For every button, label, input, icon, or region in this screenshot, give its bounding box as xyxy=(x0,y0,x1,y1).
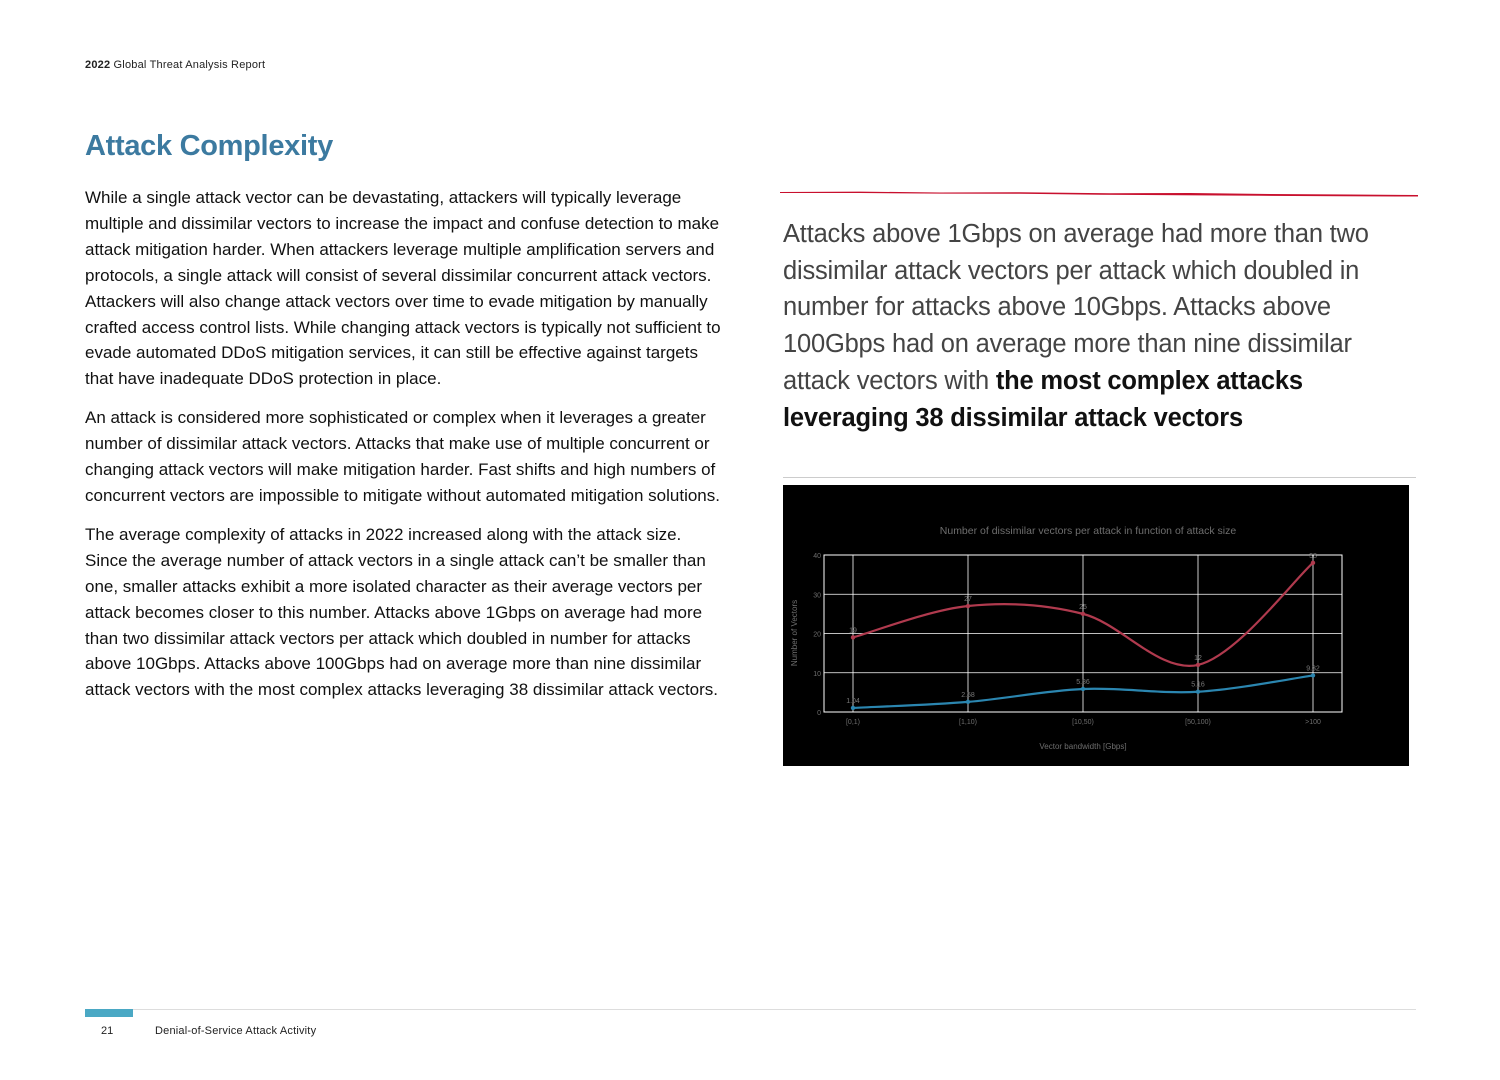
x-tick-label: [1,10) xyxy=(959,719,977,726)
y-tick-label: 30 xyxy=(813,592,821,600)
page-number: 21 xyxy=(101,1025,114,1037)
y-tick-label: 40 xyxy=(813,553,821,560)
y-axis-label: Number of Vectors xyxy=(790,599,799,667)
data-point xyxy=(1081,612,1085,616)
report-year: 2022 xyxy=(85,59,111,71)
data-point xyxy=(1081,687,1085,691)
data-point xyxy=(1311,673,1315,677)
data-label: 27 xyxy=(964,596,972,604)
data-point xyxy=(966,700,970,704)
y-tick-label: 20 xyxy=(813,631,821,639)
data-point xyxy=(851,635,855,639)
paragraph-3: The average complexity of attacks in 2022 increased along with the attack size. Since the average number of attack vectors in a single attack can’t be smaller than one, smaller attacks exhibit a more isolated character as their average vectors per attack becomes closer to this number. Attacks above 1Gbps on average had more than two dissimilar attack vectors per attack which doubled in number for attacks above 10Gbps. Attacks above 100Gbps had on average more than nine dissimilar attack vectors with the most complex attacks leveraging 38 dissimilar attack vectors. xyxy=(85,524,719,700)
pull-quote-emphasis: the most complex attacks leveraging 38 dissimilar attack vectors xyxy=(783,366,1303,432)
data-point xyxy=(1311,561,1315,565)
report-title: Global Threat Analysis Report xyxy=(113,59,266,71)
y-tick-labels xyxy=(813,553,821,717)
accent-rule xyxy=(780,190,1418,198)
x-tick-label: [10,50) xyxy=(1072,719,1094,726)
data-label: 2.58 xyxy=(961,691,975,699)
y-tick-label: 0 xyxy=(817,710,821,717)
paragraph-1: While a single attack vector can be devastating, attackers will typically leverage multiple and dissimilar vectors to increase the impact and confuse detection to make attack mitigation harder. When attackers leverage multiple amplification servers and protocols, a single attack will consist of several dissimilar concurrent attack vectors. Attackers will also change attack vectors over time to evade mitigation by manually crafted access control lists. While changing attack vectors is typically not sufficient to evade automated DDoS mitigation services, it can still be effective against targets that have inadequate DDoS protection in place. xyxy=(85,188,721,389)
data-label: 5.16 xyxy=(1191,681,1205,689)
section-name: Denial-of-Service Attack Activity xyxy=(155,1025,317,1037)
x-tick-label: [50,100) xyxy=(1185,719,1211,726)
x-axis-label: Vector bandwidth [Gbps] xyxy=(1039,742,1127,751)
data-label: 25 xyxy=(1079,603,1087,611)
pull-quote-text: Attacks above 1Gbps on average had more than two dissimilar attack vectors per attack which doubled in number for attacks above 10Gbps. Attacks above 100Gbps had on average more than nine dissimilar attack vectors with xyxy=(783,220,1369,395)
page-title: Attack Complexity xyxy=(85,130,333,162)
chart-title: Number of dissimilar vectors per attack in function of attack size xyxy=(939,525,1237,537)
data-label: 1.04 xyxy=(846,697,860,705)
vectors-chart xyxy=(783,485,1409,766)
pull-quote xyxy=(783,216,1403,436)
footer-rule xyxy=(85,1009,1416,1010)
data-label: 9.32 xyxy=(1306,665,1320,673)
y-tick-label: 10 xyxy=(813,670,821,678)
x-tick-label: [0,1) xyxy=(845,719,861,726)
x-tick-label: >100 xyxy=(1305,719,1321,726)
data-point xyxy=(1196,690,1200,694)
x-tick-labels xyxy=(846,719,1321,726)
report-header xyxy=(85,59,265,71)
footer-accent-bar xyxy=(85,1009,133,1017)
body-text xyxy=(85,185,725,716)
data-label: 5.86 xyxy=(1076,678,1090,686)
data-point xyxy=(966,604,970,608)
data-label: 19 xyxy=(849,627,857,635)
data-label: 38 xyxy=(1309,552,1317,560)
paragraph-2: An attack is considered more sophisticated or complex when it leverages a greater number of dissimilar attack vectors. Attacks that make use of multiple concurrent or changing attack vectors will make mitigation harder. Fast shifts and high numbers of concurrent vectors are impossible to mitigate without automated mitigation solutions. xyxy=(85,408,720,505)
data-label: 12 xyxy=(1194,654,1202,662)
data-point xyxy=(1196,663,1200,667)
data-point xyxy=(851,706,855,710)
chart-panel xyxy=(783,485,1409,766)
quote-divider xyxy=(783,477,1416,478)
